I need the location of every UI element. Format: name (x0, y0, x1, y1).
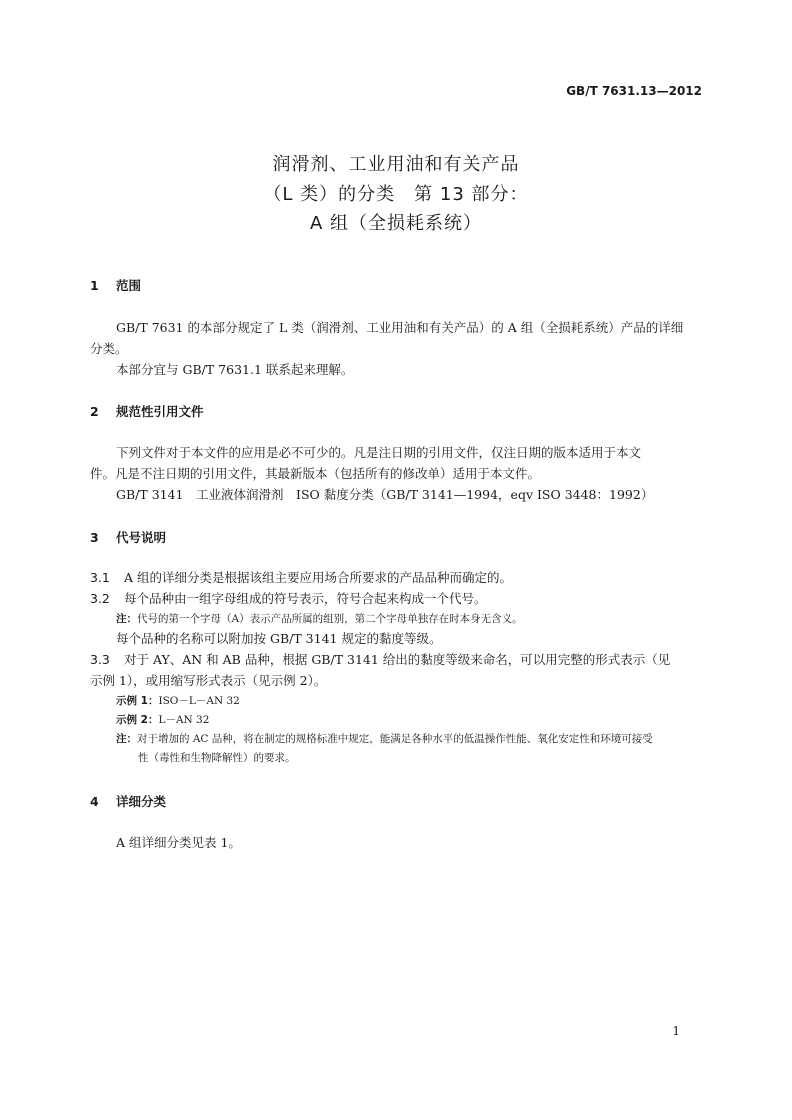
section-1-paragraph-2: 本部分宜与 GB/T 7631.1 联系起来理解。 (116, 362, 354, 377)
section-4-heading (90, 792, 166, 810)
clause-text: A 组的详细分类是根据该组主要应用场合所要求的产品品种而确定的。 (124, 570, 513, 585)
section-2-paragraph-1: 下列文件对于本文件的应用是必不可少的。凡是注日期的引用文件，仅注日期的版本适用于本文 (116, 445, 642, 460)
section-title: 代号说明 (116, 530, 167, 545)
section-title: 详细分类 (116, 794, 167, 809)
page-number: 1 (672, 1024, 680, 1038)
section-2-paragraph-1-cont: 件。凡是不注日期的引用文件，其最新版本（包括所有的修改单）适用于本文件。 (90, 466, 541, 481)
example-label: 示例 1： (116, 695, 159, 707)
clause-3-1 (90, 568, 512, 586)
document-title-line2: （L 类）的分类 第 13 部分： (263, 184, 529, 205)
example-text: L－AN 32 (158, 714, 210, 726)
clause-text: 对于 AY、AN 和 AB 品种，根据 GB/T 3141 给出的黏度等级来命名，可以用完整的形式表示（见 (124, 652, 671, 667)
note-label: 注： (116, 733, 137, 745)
note-2 (116, 731, 653, 746)
section-1-paragraph-1: GB/T 7631 的本部分规定了 L 类（润滑剂、工业用油和有关产品）的 A 组（全损耗系统）产品的详细 (116, 320, 684, 335)
section-number: 3 (90, 530, 99, 545)
clause-number: 3.2 (90, 591, 110, 606)
section-3-heading (90, 528, 166, 546)
example-text: ISO－L－AN 32 (158, 695, 240, 707)
clause-3-2-paragraph-2: 每个品种的名称可以附加按 GB/T 3141 规定的黏度等级。 (116, 631, 442, 646)
note-2-cont: 性（毒性和生物降解性）的要求。 (138, 752, 296, 764)
clause-3-2 (90, 589, 487, 607)
section-number: 1 (90, 278, 99, 293)
example-1 (116, 693, 240, 708)
document-title-line1: 润滑剂、工业用油和有关产品 (272, 154, 520, 175)
normative-reference: GB/T 3141 工业液体润滑剂 ISO 黏度分类（GB/T 3141—1994，eqv ISO 3448：1992） (116, 487, 654, 502)
clause-number: 3.3 (90, 652, 110, 667)
note-text: 对于增加的 AC 品种，将在制定的规格标准中规定，能满足各种水平的低温操作性能、氧化安定性和环境可接受 (137, 733, 653, 745)
section-number: 4 (90, 794, 99, 809)
clause-3-3-cont: 示例 1），或用缩写形式表示（见示例 2）。 (90, 673, 327, 688)
section-2-heading (90, 402, 204, 420)
document-title-line3: A 组（全损耗系统） (309, 213, 483, 234)
example-label: 示例 2： (116, 714, 159, 726)
note-1 (116, 611, 523, 626)
example-2 (116, 712, 209, 727)
section-title: 范围 (116, 278, 142, 293)
section-title: 规范性引用文件 (116, 404, 204, 419)
section-1-heading (90, 276, 141, 294)
clause-number: 3.1 (90, 570, 110, 585)
section-4-paragraph-1: A 组详细分类见表 1。 (116, 835, 241, 850)
note-label: 注： (116, 613, 137, 625)
clause-3-3 (90, 650, 670, 668)
clause-text: 每个品种由一组字母组成的符号表示，符号合起来构成一个代号。 (124, 591, 487, 606)
section-number: 2 (90, 404, 99, 419)
section-1-paragraph-1-cont: 分类。 (90, 341, 128, 356)
note-text: 代号的第一个字母（A）表示产品所属的组别，第二个字母单独存在时本身无含义。 (137, 613, 523, 625)
standard-code: GB/T 7631.13—2012 (566, 84, 702, 98)
